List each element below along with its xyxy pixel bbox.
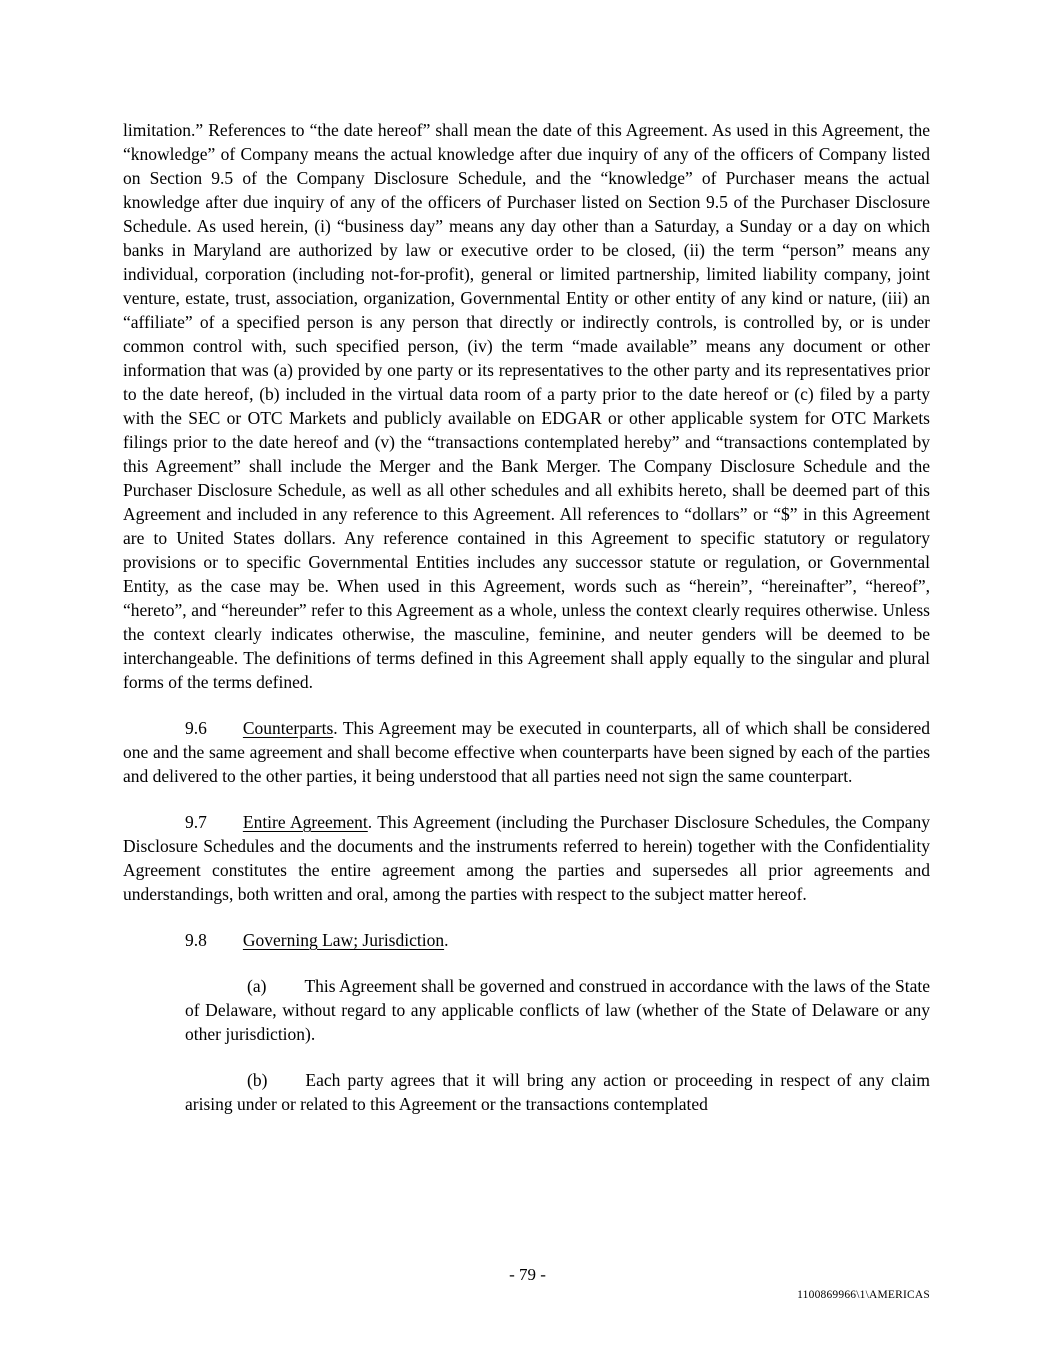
section-body: . This Agreement may be executed in counterparts, all of which shall be considered one and the same agreement and shall become effective when counterparts have been signed by each of the parties and delivered to the other parties, it being understood that all parties need not sign the same counterpart. bbox=[123, 718, 930, 786]
document-id-stamp: 1100869966\1\AMERICAS bbox=[797, 1289, 930, 1301]
section-9-8-governing-law bbox=[123, 928, 930, 952]
section-9-7-entire-agreement bbox=[123, 810, 930, 906]
section-number: 9.6 bbox=[185, 718, 207, 738]
subsection-label: (b) bbox=[247, 1070, 268, 1090]
section-body: . bbox=[444, 930, 449, 950]
section-heading: Governing Law; Jurisdiction bbox=[242, 930, 445, 950]
paragraph-definitions-continuation: limitation.” References to “the date hereof” shall mean the date of this Agreement. As used in this Agreement, the “knowledge” of Company means the actual knowledge after due inquiry of any of the officers of Company listed on Section 9.5 of the Company Disclosure Schedule, and the “knowledge” of Purchaser means the actual knowledge after due inquiry of any of the officers of Purchaser listed on Section 9.5 of the Purchaser Disclosure Schedule. As used herein, (i) “business day” means any day other than a Saturday, a Sunday or a day on which banks in Maryland are authorized by law or executive order to be closed, (ii) the term “person” means any individual, corporation (including not-for-profit), general or limited partnership, limited liability company, joint venture, estate, trust, association, organization, Governmental Entity or other entity of any kind or nature, (iii) an “affiliate” of a specified person is any person that directly or indirectly controls, is controlled by, or is under common control with, such specified person, (iv) the term “made available” means any document or other information that was (a) provided by one party or its representatives to the other party and its representatives prior to the date hereof, (b) included in the virtual data room of a party prior to the date hereof or (c) filed by a party with the SEC or OTC Markets and publicly available on EDGAR or other applicable system for OTC Markets filings prior to the date hereof and (v) the “transactions contemplated hereby” and “transactions contemplated by this Agreement” shall include the Merger and the Bank Merger. The Company Disclosure Schedule and the Purchaser Disclosure Schedule, as well as all other schedules and all exhibits hereto, shall be deemed part of this Agreement and included in any reference to this Agreement. All references to “dollars” or “$” in this Agreement are to United States dollars. Any reference contained in this Agreement to specific statutory or regulatory provisions or to specific Governmental Entities includes any successor statute or regulation, or Governmental Entity, as the case may be. When used in this Agreement, words such as “herein”, “hereinafter”, “hereof”, “hereto”, and “hereunder” refer to this Agreement as a whole, unless the context clearly requires otherwise. Unless the context clearly indicates otherwise, the masculine, feminine, and neuter genders will be deemed to be interchangeable. The definitions of terms defined in this Agreement shall apply equally to the singular and plural forms of the terms defined. bbox=[123, 120, 930, 692]
subsection-9-8-a bbox=[185, 974, 930, 1046]
section-heading: Entire Agreement bbox=[242, 812, 368, 832]
section-body: . This Agreement (including the Purchaser Disclosure Schedules, the Company Disclosure Schedules and the documents and the instruments referred to herein) together with the Confidentiality Agreement constitutes the entire agreement among the parties and supersedes all prior agreements and understandings, both written and oral, among the parties with respect to the subject matter hereof. bbox=[123, 812, 930, 904]
subsection-label: (a) bbox=[247, 976, 267, 996]
section-number: 9.8 bbox=[185, 930, 207, 950]
subsection-body: This Agreement shall be governed and construed in accordance with the laws of the State of Delaware, without regard to any applicable conflicts of law (whether of the State of Delaware or any other jurisdiction). bbox=[185, 976, 930, 1044]
subsection-body: Each party agrees that it will bring any action or proceeding in respect of any claim arising under or related to this Agreement or the transactions contemplated bbox=[185, 1070, 930, 1114]
subsection-9-8-b bbox=[185, 1068, 930, 1116]
section-number: 9.7 bbox=[185, 812, 207, 832]
page-number: - 79 - bbox=[509, 1265, 546, 1284]
section-heading: Counterparts bbox=[242, 718, 334, 738]
section-9-6-counterparts bbox=[123, 716, 930, 788]
